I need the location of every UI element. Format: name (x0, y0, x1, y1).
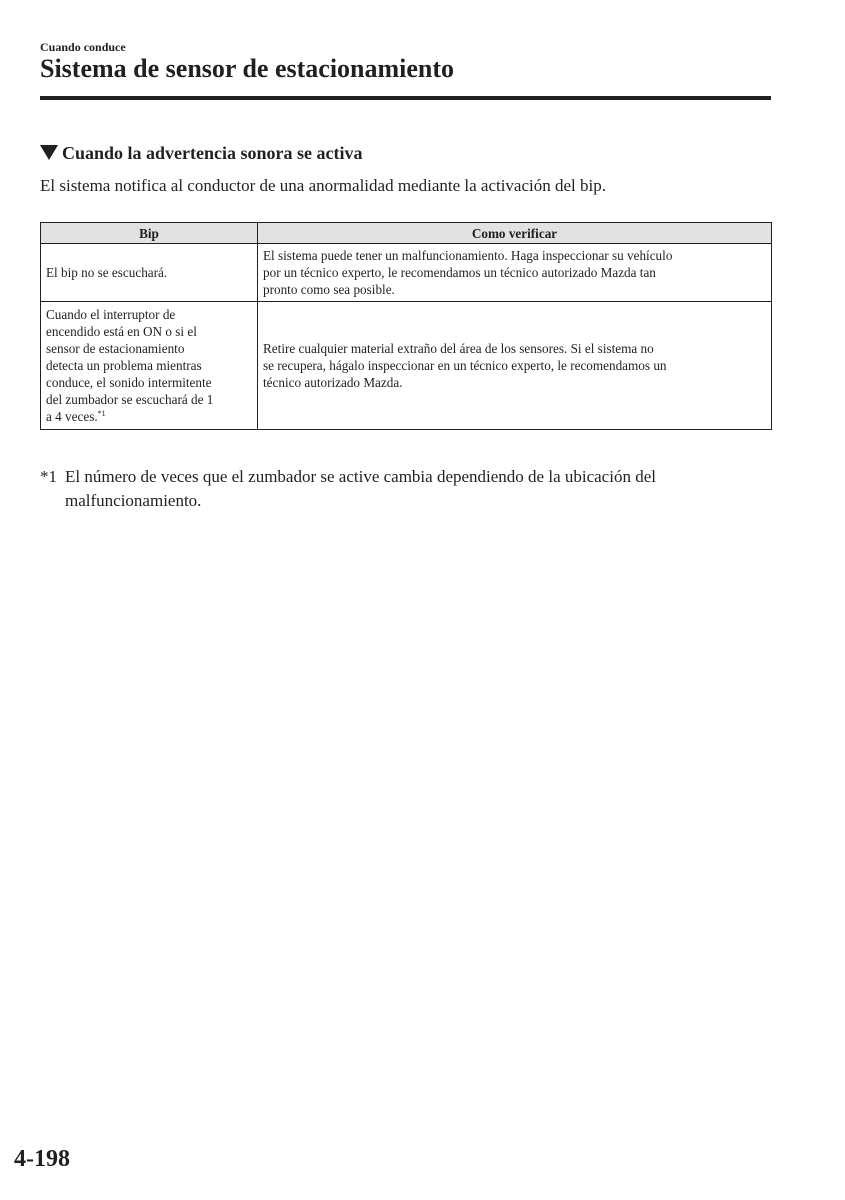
footnote-line: malfuncionamiento. (65, 491, 202, 510)
warning-table (40, 222, 772, 430)
column-header-check: Como verificar (258, 223, 772, 244)
column-header-bip: Bip (41, 223, 258, 244)
footnote (40, 465, 780, 513)
cell-line: El sistema puede tener un malfuncionamiento. Haga inspeccionar su vehículo (263, 248, 673, 263)
footnote-reference: *1 (97, 409, 106, 418)
footnote-mark: *1 (40, 467, 57, 486)
page-number: 4-198 (14, 1146, 70, 1172)
footnote-text: El número de veces que el zumbador se active cambia dependiendo de la ubicación del (65, 467, 656, 486)
section-kicker: Cuando conduce (40, 40, 126, 54)
table-cell-bip (41, 244, 258, 302)
cell-line: Cuando el interruptor de (46, 307, 176, 322)
table-row (41, 302, 772, 430)
section-heading (40, 143, 363, 164)
title-rule (40, 96, 771, 100)
cell-line: técnico autorizado Mazda. (263, 375, 403, 390)
table-row (41, 244, 772, 302)
cell-line: se recupera, hágalo inspeccionar en un técnico experto, le recomendamos un (263, 358, 667, 373)
table-header-row (41, 223, 772, 244)
table-cell-check (258, 244, 772, 302)
cell-line: conduce, el sonido intermitente (46, 375, 212, 390)
table-cell-bip (41, 302, 258, 430)
page-title: Sistema de sensor de estacionamiento (40, 54, 455, 83)
cell-line: sensor de estacionamiento (46, 341, 185, 356)
table-cell-check (258, 302, 772, 430)
cell-line: a 4 veces. (46, 409, 98, 424)
cell-line: encendido está en ON o si el (46, 324, 197, 339)
cell-line: del zumbador se escuchará de 1 (46, 392, 214, 407)
footnote-line (40, 465, 780, 489)
triangle-down-icon (40, 145, 58, 160)
cell-line: por un técnico experto, le recomendamos un técnico autorizado Mazda tan (263, 265, 656, 280)
cell-line: detecta un problema mientras (46, 358, 202, 373)
section-heading-text: Cuando la advertencia sonora se activa (62, 143, 363, 163)
cell-line: pronto como sea posible. (263, 282, 395, 297)
cell-line: El bip no se escuchará. (46, 265, 168, 280)
intro-paragraph: El sistema notifica al conductor de una anormalidad mediante la activación del bip. (40, 176, 606, 195)
cell-line: Retire cualquier material extraño del área de los sensores. Si el sistema no (263, 341, 654, 356)
